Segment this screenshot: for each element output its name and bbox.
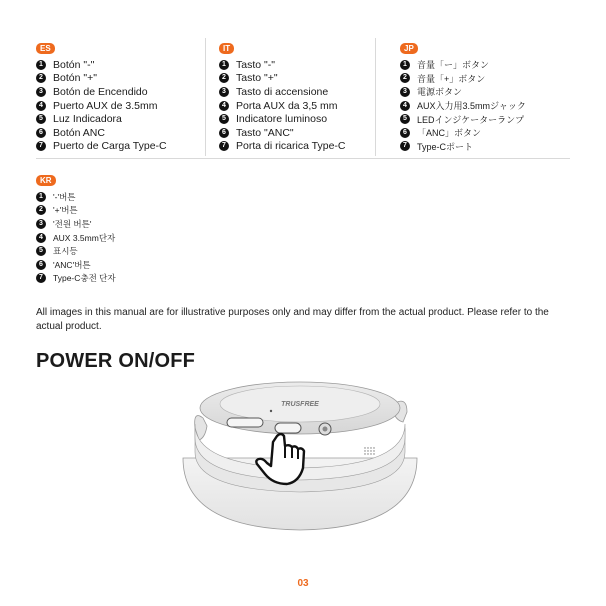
- part-item: [400, 99, 570, 113]
- number-bullet: 6: [36, 128, 46, 138]
- part-list-es: [36, 58, 196, 153]
- part-label: Botón de Encendido: [53, 85, 148, 98]
- language-column-it: [219, 38, 369, 153]
- part-label: 音量「+」ボタン: [417, 73, 486, 84]
- language-column-kr: [36, 170, 196, 285]
- number-bullet: 3: [400, 87, 410, 97]
- page-number: 03: [297, 578, 309, 589]
- language-badge-jp: JP: [400, 43, 418, 54]
- part-item: [36, 126, 196, 140]
- part-list-it: [219, 58, 369, 153]
- part-list-jp: [400, 58, 570, 153]
- part-item: [36, 272, 196, 286]
- part-label: '전원 버튼': [53, 218, 92, 229]
- number-bullet: 4: [36, 233, 46, 243]
- part-label: '-'버튼: [53, 191, 76, 202]
- number-bullet: 7: [400, 141, 410, 151]
- part-item: [36, 190, 196, 204]
- part-item: [36, 244, 196, 258]
- part-label: Type-Cポート: [417, 141, 474, 152]
- part-label: Tasto di accensione: [236, 85, 329, 98]
- part-label: LEDインジケーターランプ: [417, 114, 525, 125]
- number-bullet: 6: [36, 260, 46, 270]
- part-label: Type-C충전 단자: [53, 273, 116, 284]
- number-bullet: 3: [36, 87, 46, 97]
- part-item: [36, 112, 196, 126]
- part-item: [400, 72, 570, 86]
- part-item: [36, 217, 196, 231]
- part-item: [400, 140, 570, 154]
- number-bullet: 5: [36, 246, 46, 256]
- number-bullet: 2: [219, 73, 229, 83]
- number-bullet: 4: [400, 101, 410, 111]
- language-badge-it: IT: [219, 43, 234, 54]
- part-label: 「ANC」ボタン: [417, 128, 482, 139]
- number-bullet: 4: [219, 101, 229, 111]
- part-label: Luz Indicadora: [53, 113, 122, 126]
- part-list-kr: [36, 190, 196, 285]
- number-bullet: 4: [36, 101, 46, 111]
- part-item: [219, 58, 369, 72]
- part-label: 'ANC'버튼: [53, 259, 91, 270]
- part-item: [219, 99, 369, 113]
- part-label: 電源ボタン: [417, 87, 463, 98]
- part-label: AUX 3.5mm단자: [53, 232, 116, 243]
- part-item: [400, 112, 570, 126]
- number-bullet: 2: [36, 73, 46, 83]
- part-label: Puerto de Carga Type-C: [53, 140, 167, 153]
- number-bullet: 5: [36, 114, 46, 124]
- part-item: [36, 85, 196, 99]
- part-item: [36, 231, 196, 245]
- speaker-grille: [364, 447, 374, 454]
- language-badge-es: ES: [36, 43, 55, 54]
- number-bullet: 2: [400, 73, 410, 83]
- part-label: Puerto AUX de 3.5mm: [53, 99, 158, 112]
- number-bullet: 3: [36, 219, 46, 229]
- part-item: [36, 58, 196, 72]
- part-item: [219, 112, 369, 126]
- part-label: Porta di ricarica Type-C: [236, 140, 346, 153]
- number-bullet: 6: [400, 128, 410, 138]
- part-item: [36, 140, 196, 154]
- part-label: Botón ANC: [53, 126, 105, 139]
- part-label: AUX入力用3.5mmジャック: [417, 101, 526, 112]
- headphone-earcup-illustration: [175, 378, 425, 538]
- part-item: [36, 204, 196, 218]
- part-label: Porta AUX da 3,5 mm: [236, 99, 338, 112]
- disclaimer-text: All images in this manual are for illustrative purposes only and may differ from the actual product. Please refer to the actual product.: [36, 307, 549, 332]
- number-bullet: 7: [36, 141, 46, 151]
- part-item: [400, 58, 570, 72]
- part-item: [400, 126, 570, 140]
- number-bullet: 5: [219, 114, 229, 124]
- part-item: [400, 85, 570, 99]
- language-column-es: [36, 38, 196, 153]
- number-bullet: 5: [400, 114, 410, 124]
- number-bullet: 2: [36, 205, 46, 215]
- number-bullet: 1: [400, 60, 410, 70]
- part-label: Botón "+": [53, 72, 97, 85]
- column-divider: [205, 38, 206, 156]
- part-label: '+'버튼: [53, 205, 78, 216]
- part-label: 音量「ー」ボタン: [417, 60, 490, 71]
- section-heading: POWER ON/OFF: [36, 350, 196, 372]
- part-label: Tasto "ANC": [236, 126, 294, 139]
- part-item: [36, 72, 196, 86]
- part-label: 표시등: [53, 246, 78, 257]
- part-label: Botón "-": [53, 58, 95, 71]
- number-bullet: 1: [36, 192, 46, 202]
- number-bullet: 1: [219, 60, 229, 70]
- brand-logo: TRUSFREE: [281, 401, 319, 408]
- number-bullet: 7: [219, 141, 229, 151]
- part-item: [219, 72, 369, 86]
- language-badge-kr: KR: [36, 175, 56, 186]
- number-bullet: 3: [219, 87, 229, 97]
- column-divider: [375, 38, 376, 156]
- part-item: [36, 258, 196, 272]
- section-divider: [36, 158, 570, 159]
- part-item: [219, 140, 369, 154]
- part-label: Tasto "+": [236, 72, 278, 85]
- number-bullet: 1: [36, 60, 46, 70]
- part-item: [219, 126, 369, 140]
- part-label: Tasto "-": [236, 58, 275, 71]
- language-column-jp: [400, 38, 570, 153]
- part-item: [219, 85, 369, 99]
- part-label: Indicatore luminoso: [236, 113, 328, 126]
- number-bullet: 6: [219, 128, 229, 138]
- part-item: [36, 99, 196, 113]
- number-bullet: 7: [36, 273, 46, 283]
